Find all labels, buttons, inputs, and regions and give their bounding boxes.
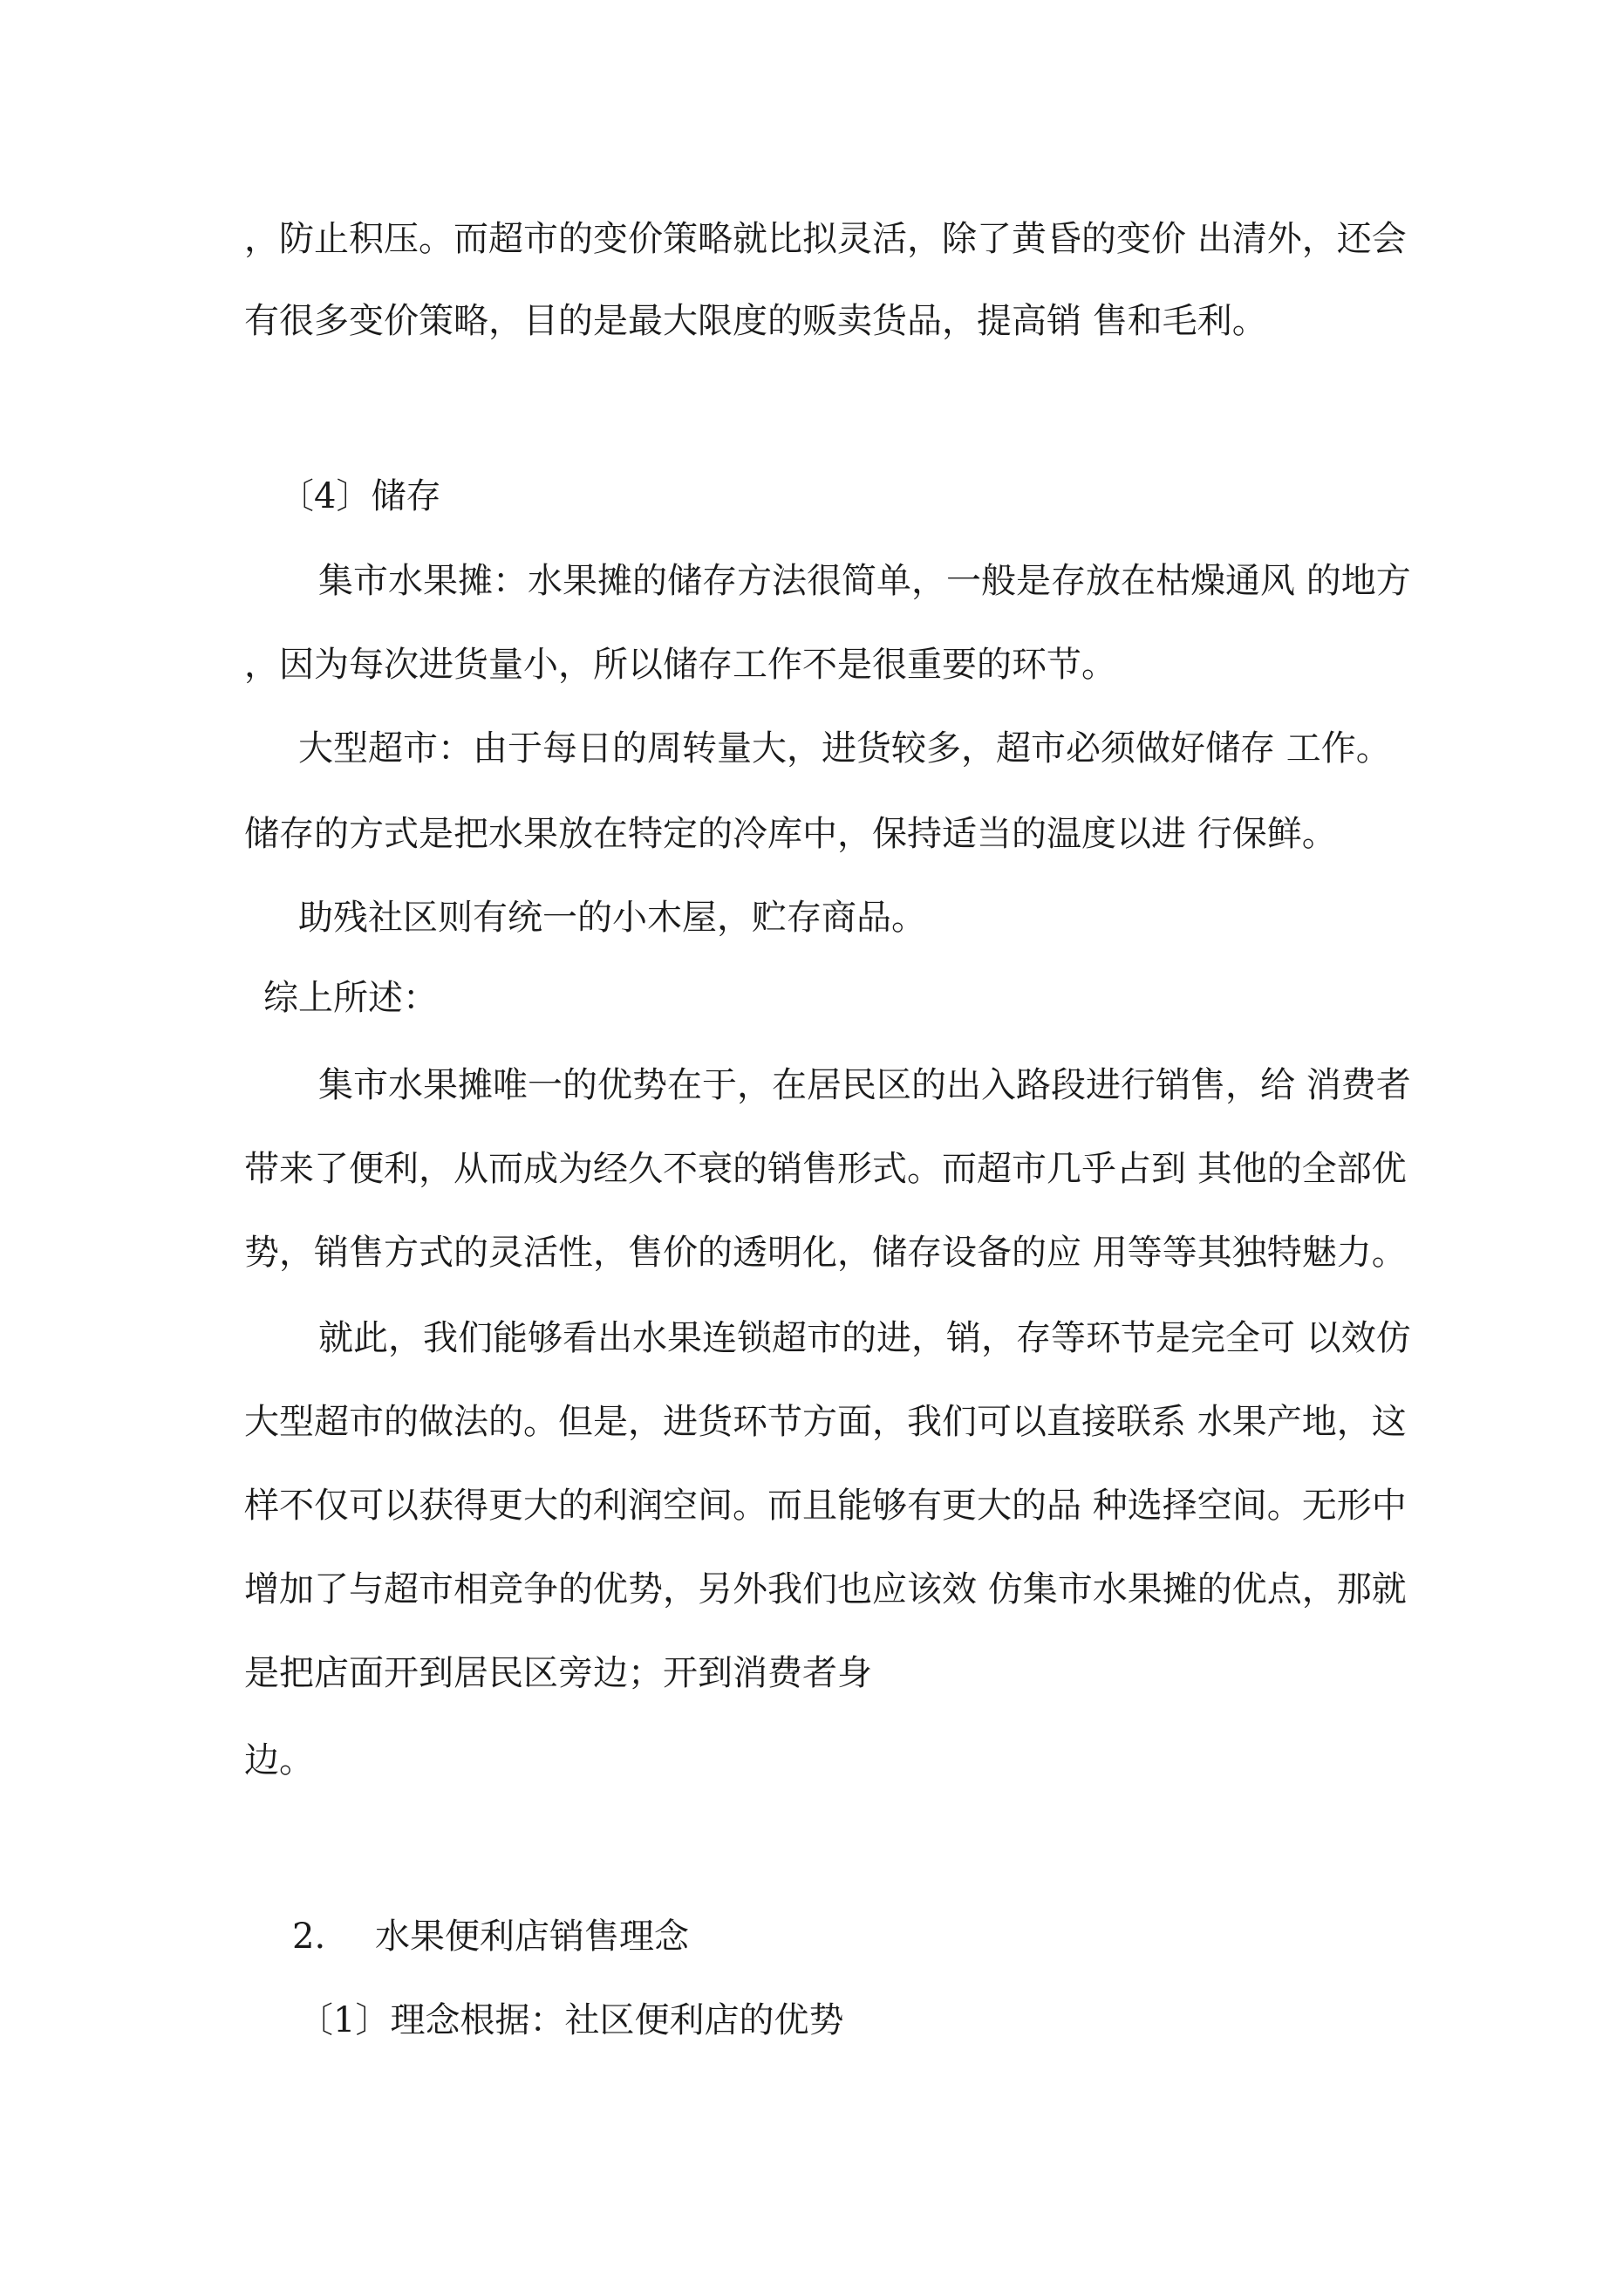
text-line-7: 助残社区则有统一的小木屋，贮存商品。 [298, 898, 926, 938]
text-line-12: 就此，我们能够看出水果连锁超市的进，销，存等环节是完全可 以效仿 [318, 1318, 1411, 1358]
text-line-6: 储存的方式是把水果放在特定的冷库中，保持适当的温度以进 行保鲜。 [244, 814, 1337, 854]
section-heading-storage: 〔4〕储存 [279, 476, 441, 516]
section-heading-sales-concept: 水果便利店销售理念 [375, 1917, 689, 1957]
text-line-5: 大型超市：由于每日的周转量大，进货较多，超市必须做好储存 工作。 [298, 728, 1391, 769]
text-line-2: 有很多变价策略，目的是最大限度的贩卖货品，提高销 售和毛利。 [244, 301, 1267, 341]
text-line-15: 增加了与超市相竞争的优势，另外我们也应该效 仿集市水果摊的优点，那就 [244, 1569, 1407, 1609]
text-line-13: 大型超市的做法的。但是，进货环节方面，我们可以直接联系 水果产地，这 [244, 1402, 1407, 1442]
text-line-16: 是把店面开到居民区旁边；开到消费者身 [244, 1653, 872, 1693]
text-line-4: ，因为每次进货量小，所以储存工作不是很重要的环节。 [244, 645, 1116, 685]
text-line-10: 带来了便利，从而成为经久不衰的销售形式。而超市几乎占到 其他的全部优 [244, 1149, 1407, 1189]
section-number: 2. [292, 1917, 326, 1957]
text-line-1: ，防止积压。而超市的变价策略就比拟灵活，除了黄昏的变价 出清外，还会 [244, 219, 1407, 259]
subsection-heading-basis: 〔1〕理念根据：社区便利店的优势 [298, 2000, 844, 2040]
text-line-9: 集市水果摊唯一的优势在于，在居民区的出入路段进行销售，给 消费者 [318, 1065, 1411, 1105]
text-line-14: 样不仅可以获得更大的利润空间。而且能够有更大的品 种选择空间。无形中 [244, 1486, 1407, 1526]
text-line-3: 集市水果摊：水果摊的储存方法很简单，一般是存放在枯燥通风 的地方 [318, 561, 1411, 601]
text-line-8: 综上所述： [263, 978, 438, 1018]
text-line-17: 边。 [244, 1740, 314, 1780]
text-line-11: 势，销售方式的灵活性，售价的透明化，储存设备的应 用等等其独特魅力。 [244, 1233, 1407, 1273]
